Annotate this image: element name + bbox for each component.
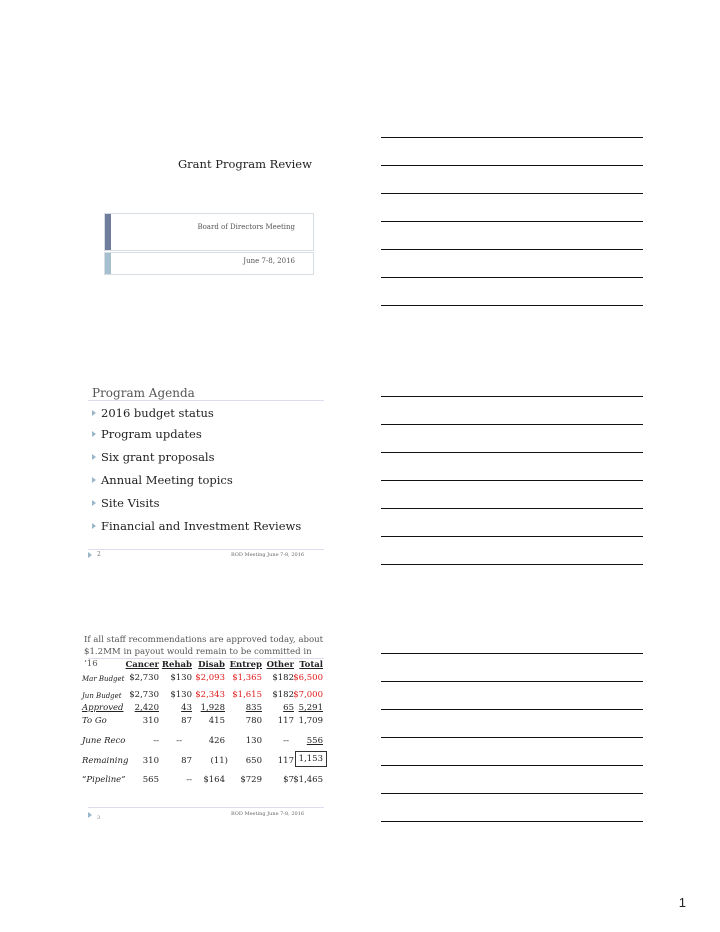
bullet-triangle-icon	[92, 523, 96, 529]
slide2-title: Program Agenda	[92, 386, 195, 400]
table-cell: 117	[277, 756, 294, 766]
table-cell: $6,500	[293, 673, 323, 683]
slide1-subtitle-box	[104, 213, 314, 251]
note-line	[381, 249, 643, 250]
note-line	[381, 277, 643, 278]
agenda-item: Annual Meeting topics	[92, 473, 233, 487]
accent-bar	[105, 253, 111, 274]
table-cell: --	[186, 775, 192, 785]
table-cell: 43	[181, 703, 192, 713]
slide1-date-box	[104, 252, 314, 275]
slide1-date: June 7-8, 2016	[243, 257, 295, 265]
table-cell: $1,365	[232, 673, 262, 683]
note-line	[381, 709, 643, 710]
note-line	[381, 821, 643, 822]
table-cell: $182	[272, 690, 294, 700]
col-header-total: Total	[299, 660, 323, 670]
table-cell: $130	[170, 673, 192, 683]
slide3-footer: BOD Meeting June 7-8, 2016	[231, 811, 305, 817]
table-cell: 310	[142, 716, 159, 726]
slide2-footer: BOD Meeting June 7-8, 2016	[231, 552, 305, 558]
agenda-item: Six grant proposals	[92, 450, 215, 464]
row-label-to-go: To Go	[82, 716, 107, 726]
slide3-page-number: 3	[97, 815, 101, 821]
agenda-item: Financial and Investment Reviews	[92, 519, 301, 533]
col-header-other: Other	[266, 660, 294, 670]
table-cell: $729	[240, 775, 262, 785]
note-line	[381, 452, 643, 453]
slide3-heading: If all staff recommendations are approved today, about $1.2MM in payout would remain to be committed in ‘16	[84, 635, 324, 669]
table-cell: 2,420	[134, 703, 159, 713]
table-cell: 556	[306, 736, 323, 746]
footer-triangle-icon	[88, 552, 92, 558]
note-line	[381, 424, 643, 425]
title-divider	[88, 400, 324, 401]
table-cell: $130	[170, 690, 192, 700]
note-line	[381, 681, 643, 682]
table-cell: 835	[245, 703, 262, 713]
slide1-title: Grant Program Review	[178, 157, 312, 171]
table-cell: 5,291	[298, 703, 323, 713]
note-line	[381, 396, 643, 397]
note-line	[381, 165, 643, 166]
row-label-remaining: Remaining	[82, 756, 129, 766]
row-label-jun-budget: Jun Budget	[82, 692, 122, 700]
table-cell: 1,709	[298, 716, 323, 726]
table-cell: --	[153, 736, 159, 746]
col-header-entrep: Entrep	[229, 660, 262, 670]
remaining-total-cell: 1,153	[295, 751, 327, 767]
col-header-cancer: Cancer	[125, 660, 159, 670]
note-line	[381, 564, 643, 565]
table-cell: 1,928	[200, 703, 225, 713]
document-page-number: 1	[678, 895, 686, 910]
note-line	[381, 305, 643, 306]
note-line	[381, 193, 643, 194]
note-line	[381, 221, 643, 222]
table-cell: $2,730	[129, 673, 159, 683]
footer-triangle-icon	[88, 812, 92, 818]
table-cell: $2,093	[195, 673, 225, 683]
note-line	[381, 765, 643, 766]
table-cell: 650	[245, 756, 262, 766]
col-header-disab: Disab	[198, 660, 225, 670]
footer-divider	[88, 549, 324, 550]
table-cell: $182	[272, 673, 294, 683]
table-cell: 426	[208, 736, 225, 746]
footer-divider	[88, 807, 324, 808]
bullet-triangle-icon	[92, 477, 96, 483]
bullet-triangle-icon	[92, 410, 96, 416]
agenda-item: Program updates	[92, 427, 202, 441]
note-line	[381, 653, 643, 654]
table-cell: (11)	[210, 756, 228, 766]
table-cell: $2,730	[129, 690, 159, 700]
table-cell: $164	[203, 775, 225, 785]
table-cell: 130	[245, 736, 262, 746]
table-cell: 415	[208, 716, 225, 726]
table-cell: 780	[245, 716, 262, 726]
table-cell: 310	[142, 756, 159, 766]
table-cell: $1,615	[232, 690, 262, 700]
note-line	[381, 137, 643, 138]
row-label-june-reco: June Reco	[82, 736, 126, 746]
table-cell: $1,465	[293, 775, 323, 785]
slide1-subtitle: Board of Directors Meeting	[197, 223, 295, 231]
row-label-approved: Approved	[82, 703, 124, 713]
note-line	[381, 737, 643, 738]
agenda-item: Site Visits	[92, 496, 160, 510]
accent-bar	[105, 214, 111, 250]
table-cell: --	[283, 736, 289, 746]
bullet-triangle-icon	[92, 500, 96, 506]
bullet-triangle-icon	[92, 454, 96, 460]
note-line	[381, 480, 643, 481]
table-cell: $2,343	[195, 690, 225, 700]
table-cell: --	[176, 736, 182, 746]
note-line	[381, 508, 643, 509]
table-cell: 565	[142, 775, 159, 785]
col-header-rehab: Rehab	[161, 660, 192, 670]
row-label-pipeline: “Pipeline”	[82, 775, 126, 785]
table-cell: $7,000	[293, 690, 323, 700]
table-cell: 117	[277, 716, 294, 726]
slide2-page-number: 2	[97, 551, 101, 558]
note-line	[381, 793, 643, 794]
table-cell: 87	[181, 756, 192, 766]
row-label-mar-budget: Mar Budget	[82, 675, 125, 683]
table-cell: 87	[181, 716, 192, 726]
table-cell: $7	[283, 775, 294, 785]
agenda-item: 2016 budget status	[92, 406, 214, 420]
heading-divider	[88, 658, 324, 659]
table-cell: 65	[283, 703, 294, 713]
note-line	[381, 536, 643, 537]
bullet-triangle-icon	[92, 431, 96, 437]
